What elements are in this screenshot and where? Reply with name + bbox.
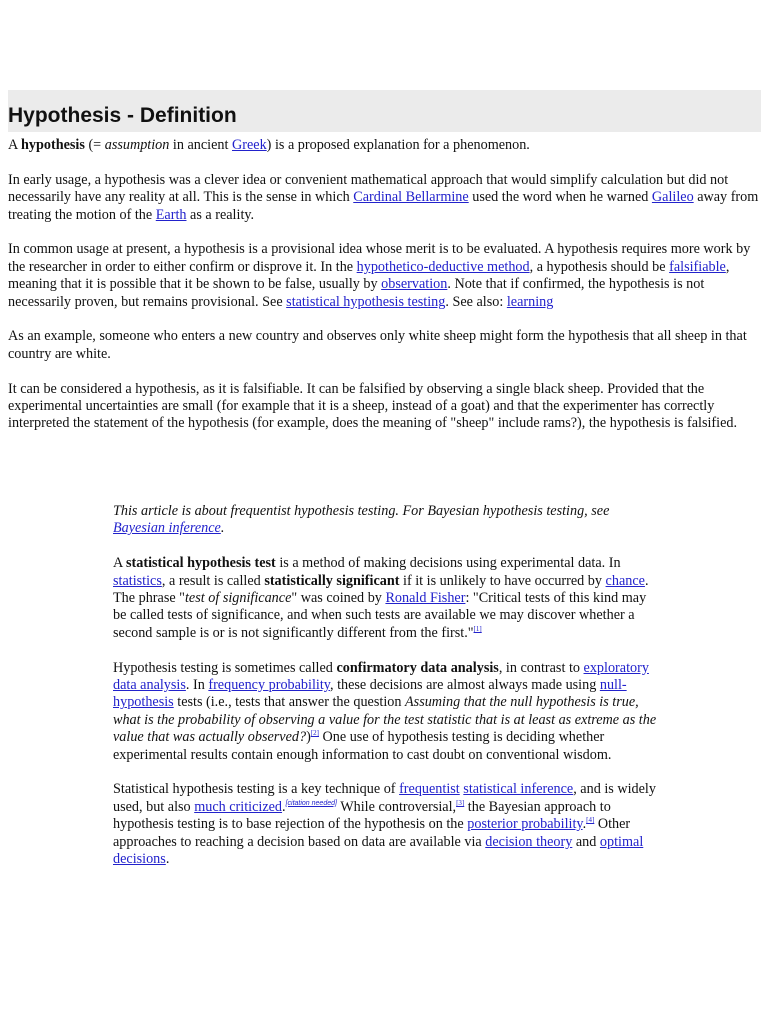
intro-paragraph-5: It can be considered a hypothesis, as it is falsifiable. It can be falsified by observing a single black sheep. Provided that the experimental uncertainties are small (for example that it is a sheep, instead of a goat) and that the experimenter has correctly interpreted the statement of the hypothesis (for example, does the meaning of "sheep" include rams?), the hypothesis is falsified. — [8, 380, 738, 432]
link-bayesian-inference[interactable]: Bayesian inference — [113, 520, 221, 537]
link-galileo[interactable]: Galileo — [651, 189, 694, 206]
link-decision-theory[interactable]: decision theory — [485, 833, 573, 850]
article-paragraph-1: A statistical hypothesis test is a method of making decisions using experimental data. In statistics, a result is called statistically significant if it is unlikely to have occurred by chance. The phrase "test of significance" was coined by Ronald Fisher: "Critical tests of this kind may be called tests of significance, and when such tests are available we may discover whether a second sample is or is not significantly different from the first."[1] — [113, 555, 649, 641]
term-assumption: assumption — [104, 137, 170, 153]
term-statistical-hypothesis-test: statistical hypothesis test — [126, 555, 276, 572]
intro-paragraph-3: In common usage at present, a hypothesis is a provisional idea whose merit is to be evaluated. A hypothesis requires more work by the researcher in order to either confirm or disprove it. In the hypothetico-deductive method, a hypothesis should be falsifiable, meaning that it is possible that it be shown to be false, usually by observation. Note that if confirmed, the hypothesis is not necessarily proven, but remains provisional. See statistical hypothesis testing. See also: learning — [8, 241, 751, 310]
link-greek[interactable]: Greek — [232, 137, 267, 153]
link-statistical-hypothesis-testing[interactable]: statistical hypothesis testing — [286, 293, 446, 310]
intro-paragraph-4: As an example, someone who enters a new country and observes only white sheep might form the hypothesis that all sheep in that country are white. — [8, 328, 747, 362]
intro-paragraph-2: In early usage, a hypothesis was a clever idea or convenient mathematical approach that would simplify calculation but did not necessarily have any reality at all. This is the sense in which Cardinal Bellarmine used the word when he warned Galileo away from treating the motion of the Earth as a reality. — [8, 171, 759, 223]
link-null-hypothesis[interactable]: null-hypothesis — [113, 677, 627, 711]
article-paragraph-2: Hypothesis testing is sometimes called confirmatory data analysis, in contrast to exploratory data analysis. In frequency probability, these decisions are almost always made using null-hypothesis tests (i.e., tests that answer the question Assuming that the null hypothesis is true, what is the probability of observing a value for the test statistic that is at least as extreme as the value that was actually observed?)[2] One use of hypothesis testing is deciding whether experimental results contain enough information to cast doubt on conventional wisdom. — [113, 659, 657, 763]
page-title: Hypothesis - Definition — [8, 104, 237, 127]
link-observation[interactable]: observation — [381, 276, 448, 293]
reference-1[interactable]: [1] — [473, 624, 482, 633]
article-section — [113, 503, 661, 886]
link-statistics[interactable]: statistics — [113, 572, 162, 589]
link-learning[interactable]: learning — [506, 293, 554, 310]
reference-4[interactable]: [4] — [586, 816, 595, 825]
link-frequentist[interactable]: frequentist — [399, 781, 460, 798]
intro-section — [8, 137, 764, 450]
link-chance[interactable]: chance — [605, 572, 645, 589]
term-statistically-significant: statistically significant — [264, 572, 400, 589]
term-test-of-significance: test of significance — [184, 590, 292, 607]
link-optimal-decisions[interactable]: optimal decisions — [113, 833, 644, 868]
reference-3[interactable]: [3] — [456, 798, 465, 807]
link-exploratory-data-analysis[interactable]: exploratory data analysis — [113, 659, 649, 694]
link-cardinal-bellarmine[interactable]: Cardinal Bellarmine — [353, 189, 469, 206]
article-hatnote: This article is about frequentist hypothesis testing. For Bayesian hypothesis testing, see Bayesian inference. — [113, 503, 610, 537]
reference-2[interactable]: [2] — [310, 729, 319, 738]
link-frequency-probability[interactable]: frequency probability — [208, 677, 330, 694]
term-hypothesis: hypothesis — [21, 137, 85, 153]
link-statistical-inference[interactable]: statistical inference — [463, 781, 574, 798]
link-hypothetico-deductive-method[interactable]: hypothetico-deductive method — [356, 258, 530, 275]
link-falsifiable[interactable]: falsifiable — [669, 258, 726, 275]
link-earth[interactable]: Earth — [155, 206, 187, 223]
null-hypothesis-question: Assuming that the null hypothesis is true, what is the probability of observing a value for the test statistic that is at least as extreme as the value that was actually observed? — [113, 694, 657, 746]
intro-paragraph-1: A hypothesis (= assumption in ancient Greek) is a proposed explanation for a phenomenon. — [8, 137, 530, 153]
link-ronald-fisher[interactable]: Ronald Fisher — [385, 590, 466, 607]
article-paragraph-3: Statistical hypothesis testing is a key technique of frequentist statistical inference, and is widely used, but also much criticized.[citation needed] While controversial,[3] the Bayesian approach to hypothesis testing is to base rejection of the hypothesis on the posterior probability.[4] Other approaches to reaching a decision based on data are available via decision theory and optimal decisions. — [113, 781, 656, 868]
term-confirmatory-data-analysis: confirmatory data analysis — [336, 659, 499, 676]
link-much-criticized[interactable]: much criticized — [194, 798, 283, 815]
link-posterior-probability[interactable]: posterior probability — [467, 816, 583, 833]
title-band — [8, 90, 761, 132]
citation-needed-link[interactable]: [citation needed] — [285, 799, 337, 807]
